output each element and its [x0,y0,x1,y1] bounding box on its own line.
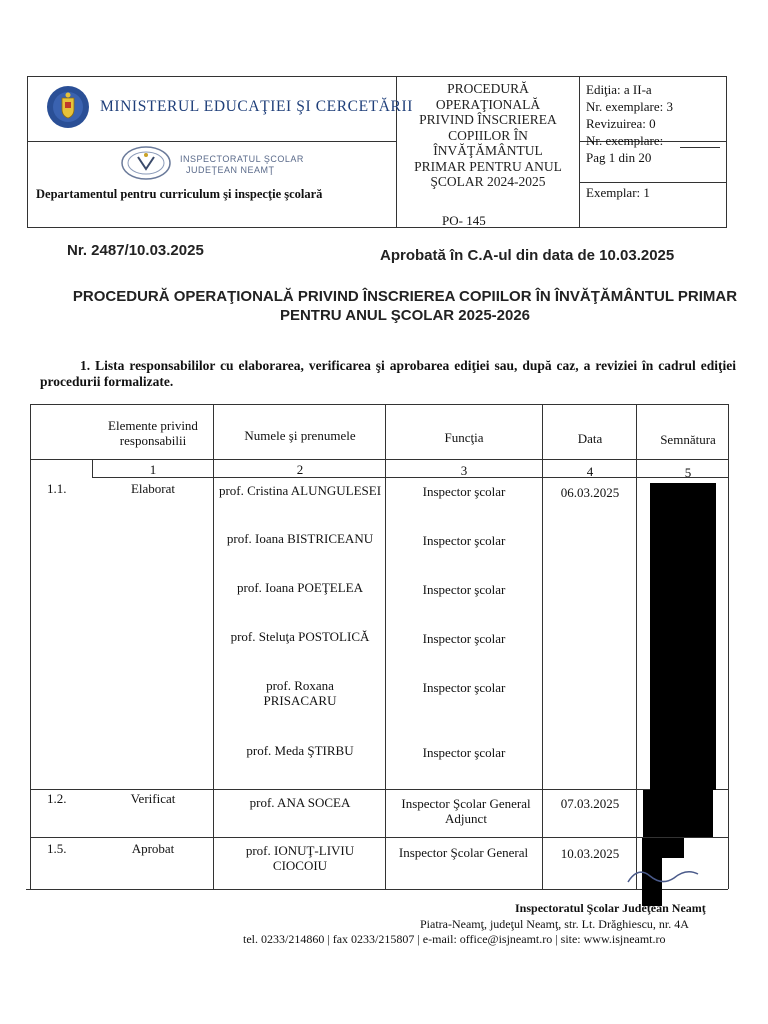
procedure-line: PRIMAR PENTRU ANUL [414,158,562,174]
footer-organization: Inspectoratul Şcolar Judeţean Neamţ [515,901,706,915]
procedure-line: ŞCOLAR 2024-2025 [430,174,546,189]
signature-scribble [624,860,704,894]
person-role: Inspector şcolar [422,484,506,499]
column-number: 3 [460,463,468,478]
footer-address: Piatra-Neamţ, judeţul Neamţ, str. Lt. Drăghiescu, nr. 4A [420,917,689,931]
row-date: 07.03.2025 [560,796,620,811]
inspectorate-line-2: JUDEŢEAN NEAMŢ [186,165,275,175]
person-name: prof. Steluţa POSTOLICĂ [230,629,370,644]
title-line-2: PENTRU ANUL ŞCOLAR 2025-2026 [279,307,531,324]
person-role: Inspector Şcolar General Adjunct [401,796,531,826]
person-name: prof. Roxana PRISACARU [263,678,337,708]
person-role: Inspector şcolar [422,631,506,646]
person-name: prof. Meda ŞTIRBU [246,743,354,758]
redacted-signature [642,838,684,858]
divider [579,76,580,228]
divider [579,182,727,183]
inspectorate-line-1: INSPECTORATUL ŞCOLAR [180,154,304,164]
procedure-line: OPERAŢIONALĂ [435,96,541,112]
revision: Revizuirea: 0 [586,116,656,131]
table-border [30,837,728,838]
column-number: 2 [296,462,304,477]
approval-note: Aprobată în C.A-ul din data de 10.03.2025 [380,247,675,264]
inspectorate-logo-icon [120,145,172,181]
person-role: Inspector şcolar [422,680,506,695]
page-number: Pag 1 din 20 [586,150,652,165]
person-name: prof. Ioana POEŢELEA [237,580,363,595]
row-element: Verificat [130,791,176,806]
row-element: Elaborat [130,481,176,496]
inspectorate-name [180,154,304,176]
person-role: Inspector Şcolar General [398,845,529,860]
table-border [30,459,728,460]
column-number: 4 [586,464,594,479]
row-number: 1.1. [47,481,67,496]
copies-count: Nr. exemplare: 3 [586,99,673,114]
person-name: prof. IONUŢ-LIVIU CIOCOIU [245,843,355,873]
header-date: Data [577,431,603,446]
row-number: 1.2. [47,791,67,806]
copies-count-2: Nr. exemplare: [586,133,664,148]
table-border [542,404,543,889]
footer-contact: tel. 0233/214860 | fax 0233/215807 | e-mail: office@isjneamt.ro | site: www.isjneamt.ro [243,932,666,946]
ministry-logo-icon [42,84,94,130]
procedure-line: PROCEDURĂ [447,81,529,96]
person-role: Inspector şcolar [422,745,506,760]
procedure-line: COPIILOR ÎN [448,127,528,143]
table-border [213,404,214,889]
column-number: 5 [684,465,692,480]
column-number: 1 [149,462,157,477]
table-border [30,404,31,889]
person-name: prof. Cristina ALUNGULESEI [218,483,382,498]
header-elements: Elemente privind responsabilii [108,418,198,448]
document-number: Nr. 2487/10.03.2025 [67,242,204,259]
table-border [30,404,728,405]
title-line-1: PROCEDURĂ OPERAŢIONALĂ PRIVIND ÎNSCRIEREA COPIILOR ÎN ÎNVĂŢĂMÂNTUL PRIMAR [72,288,738,305]
row-date: 06.03.2025 [560,485,620,500]
header-function: Funcţia [444,430,484,445]
procedure-line: PRIVIND ÎNSCRIEREA [419,112,557,127]
person-name: prof. Ioana BISTRICEANU [226,531,374,546]
redacted-signature [643,790,713,837]
ministry-name: MINISTERUL EDUCAŢIEI ŞI CERCETĂRII [100,98,414,115]
person-role: Inspector şcolar [422,582,506,597]
page-title [60,287,750,325]
row-element: Aprobat [131,841,175,856]
table-border [385,404,386,889]
divider [27,141,397,142]
person-role: Inspector şcolar [422,533,506,548]
header-name: Numele şi prenumele [244,428,356,443]
table-border [30,789,728,790]
copy-number: Exemplar: 1 [586,185,650,200]
intro-paragraph: 1. Lista responsabililor cu elaborarea, verificarea şi aprobarea ediţiei sau, după caz, a reviziei în cadrul ediţiei procedurii formalizate. [40,358,736,389]
table-border [26,889,728,890]
table-border [636,404,637,889]
procedure-title-box [398,81,578,190]
procedure-code: PO- 145 [442,213,486,228]
row-number: 1.5. [47,841,67,856]
department-name: Departamentul pentru curriculum şi inspecţie şcolară [36,187,323,201]
edition: Ediţia: a II-a [586,82,652,97]
table-border [92,459,93,477]
procedure-line: ÎNVĂŢĂMÂNTUL [433,143,543,158]
blank-line [680,147,720,148]
header-signature: Semnătura [660,432,716,447]
redacted-signature [650,483,716,790]
person-name: prof. ANA SOCEA [249,795,351,810]
row-date: 10.03.2025 [560,846,620,861]
